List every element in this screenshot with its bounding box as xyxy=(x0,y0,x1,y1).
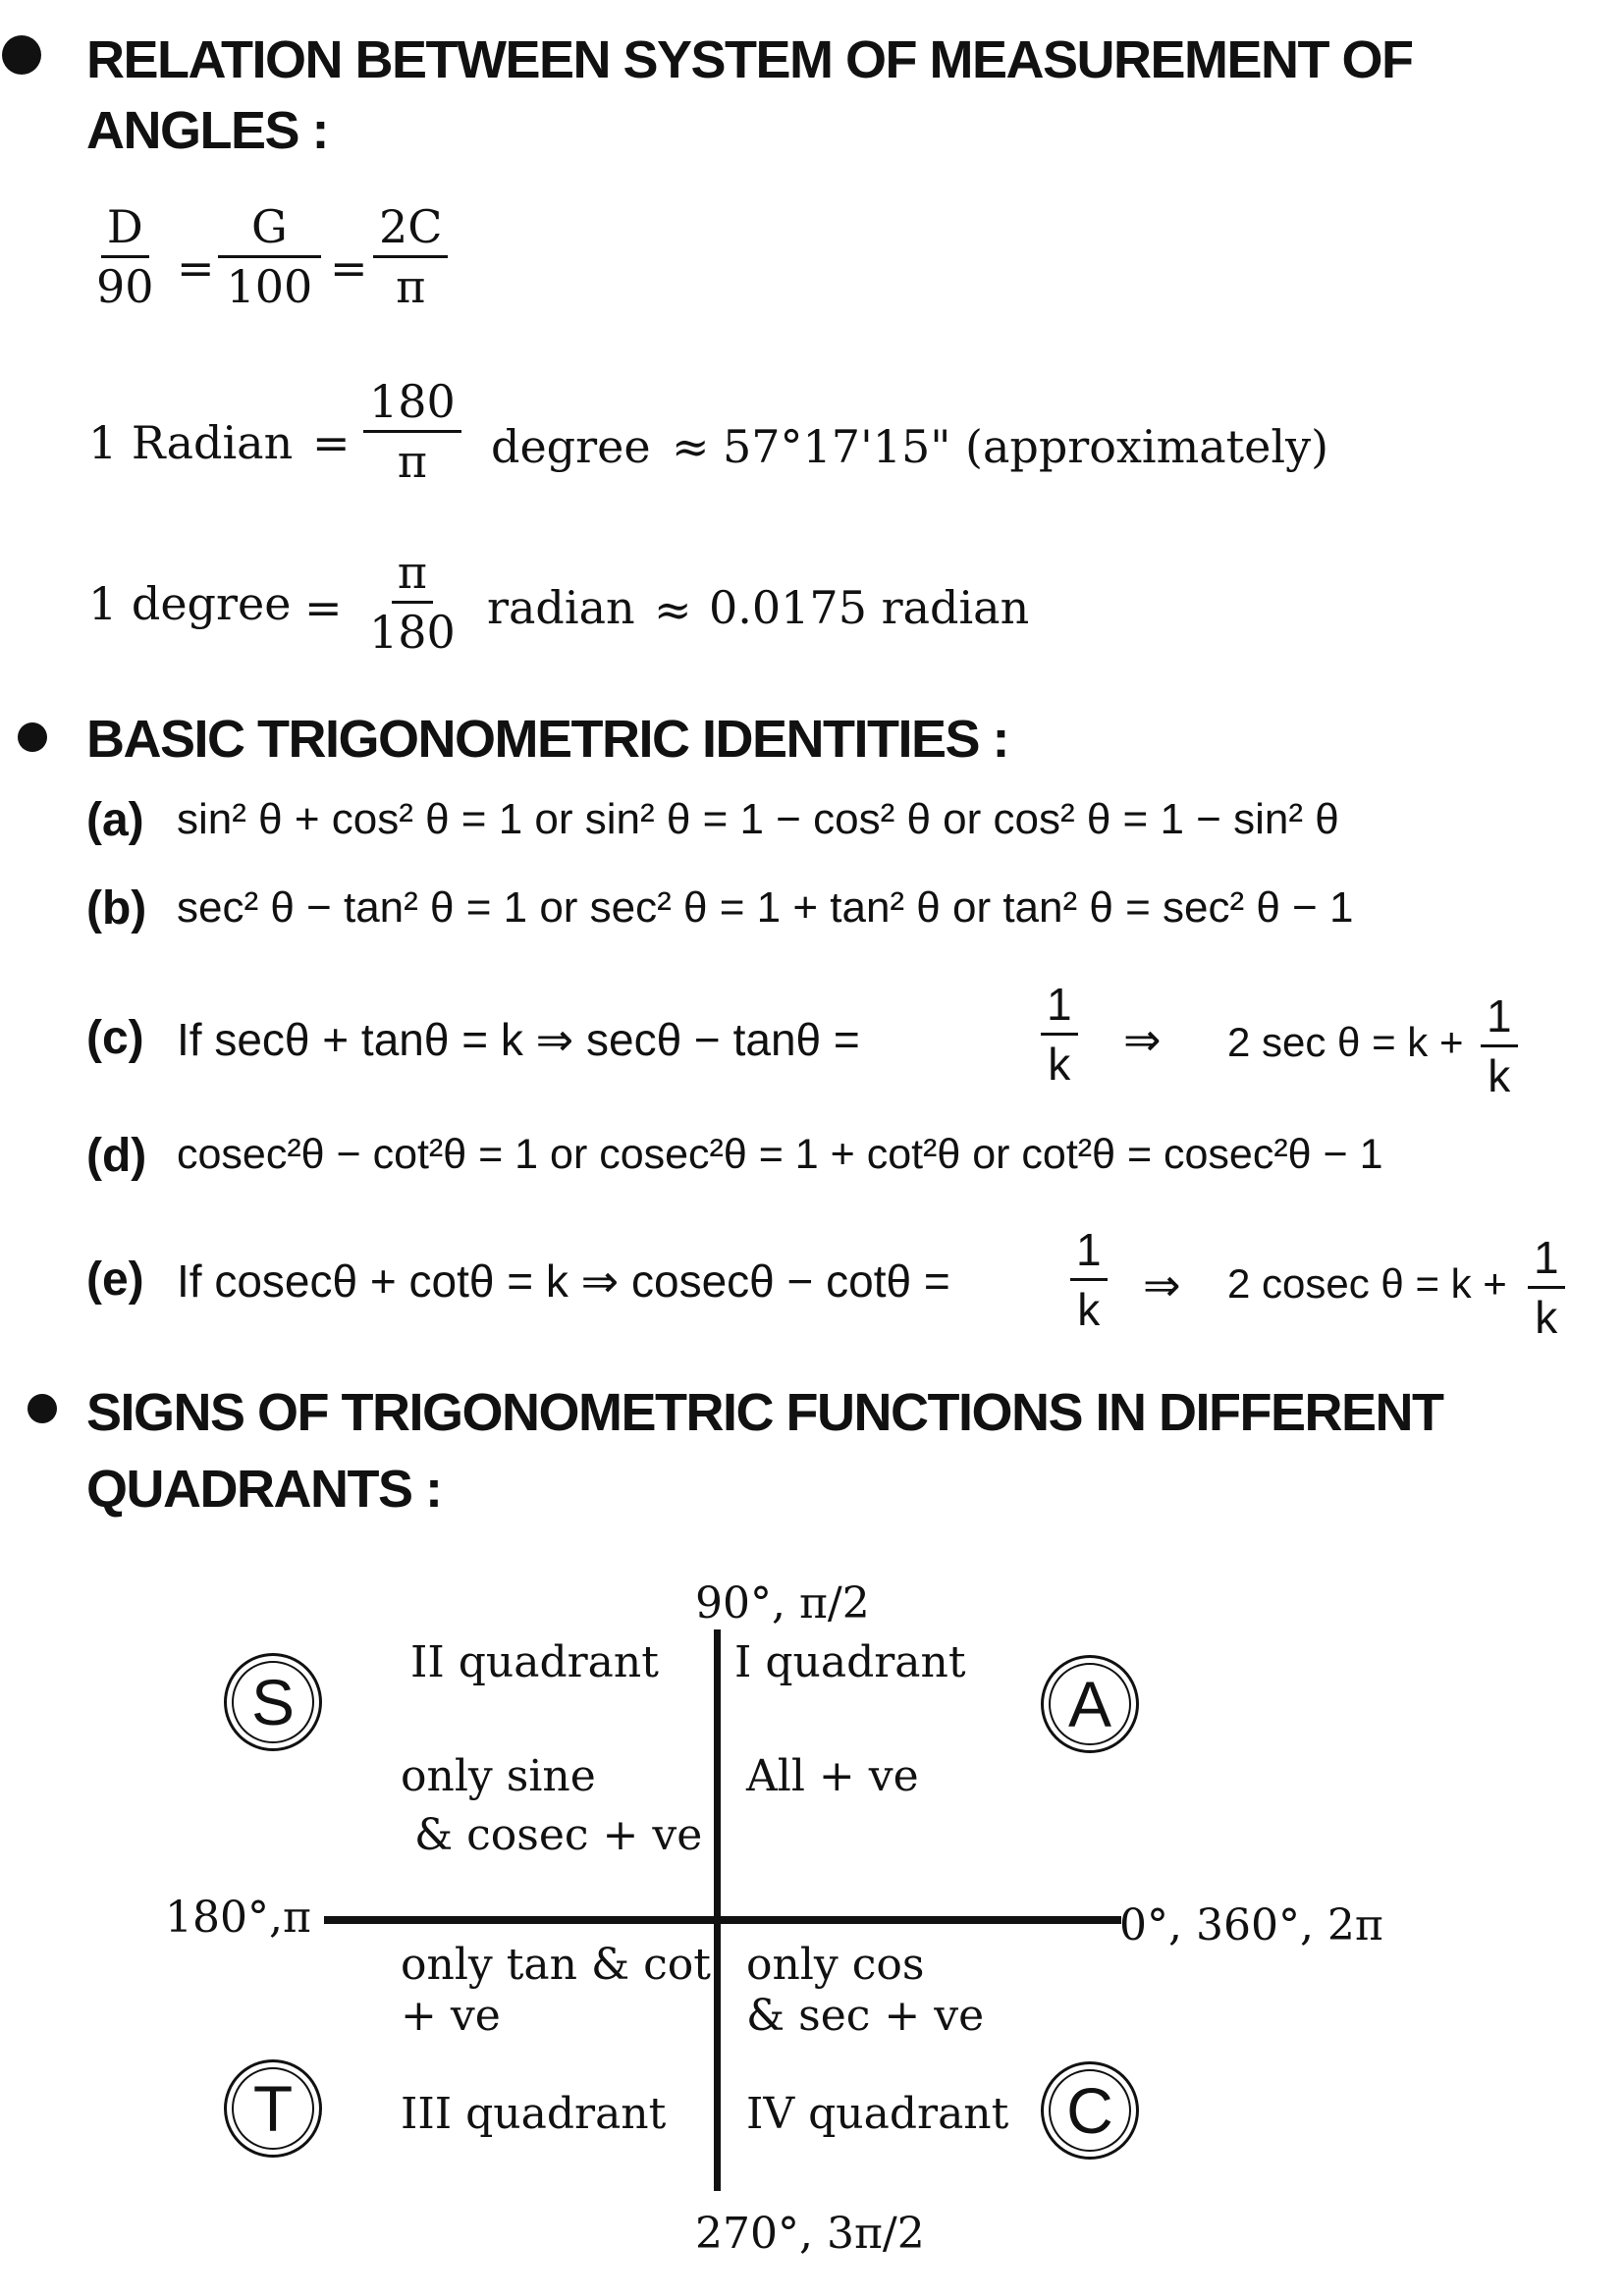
axis-label-top: 90°, π/2 xyxy=(695,1578,870,1629)
numerator: 1 xyxy=(1481,993,1518,1047)
quadrant-badge-c: C xyxy=(1041,2061,1139,2160)
fraction-d-over-90 xyxy=(90,200,160,313)
radian-rhs-unit: degree xyxy=(491,420,651,473)
section-bullet xyxy=(27,1394,57,1423)
approx-sign: ≈ xyxy=(654,583,692,636)
quadrant-iv-desc: only cos xyxy=(746,1940,925,1990)
identity-a: sin² θ + cos² θ = 1 or sin² θ = 1 − cos² θ or cos² θ = 1 − sin² θ xyxy=(177,795,1339,843)
quadrant-iii-name: III quadrant xyxy=(401,2089,667,2139)
identity-c-part2: 2 sec θ = k + xyxy=(1227,1019,1464,1065)
numerator: 2C xyxy=(373,204,448,258)
quadrant-ii-desc: only sine xyxy=(401,1751,596,1801)
degree-lhs: 1 degree xyxy=(88,577,292,630)
identity-c-part1: If secθ + tanθ = k ⇒ secθ − tanθ = xyxy=(177,1014,860,1065)
denominator: k xyxy=(1077,1284,1101,1335)
identity-label-b: (b) xyxy=(86,882,147,934)
identity-label-a: (a) xyxy=(86,794,144,846)
numerator: 1 xyxy=(1528,1235,1565,1289)
implies-arrow: ⇒ xyxy=(1143,1259,1181,1310)
axis-label-bottom: 270°, 3π/2 xyxy=(695,2209,925,2259)
numerator: π xyxy=(392,550,433,604)
quadrant-badge-a: A xyxy=(1041,1655,1139,1753)
denominator: k xyxy=(1488,1050,1511,1101)
equals-sign: = xyxy=(330,241,368,294)
section-heading-continued: QUADRANTS : xyxy=(86,1460,442,1519)
section-heading: RELATION BETWEEN SYSTEM OF MEASUREMENT OF xyxy=(86,30,1413,89)
quadrant-iv-name: IV quadrant xyxy=(746,2089,1009,2139)
denominator: k xyxy=(1048,1039,1071,1090)
identity-b: sec² θ − tan² θ = 1 or sec² θ = 1 + tan² θ or tan² θ = sec² θ − 1 xyxy=(177,883,1354,932)
identity-e-part1: If cosecθ + cotθ = k ⇒ cosecθ − cotθ = xyxy=(177,1255,950,1307)
section-bullet xyxy=(18,722,47,752)
degree-value: 0.0175 radian xyxy=(709,581,1030,634)
quadrant-iii-desc-continued: + ve xyxy=(401,1991,501,2041)
denominator: π xyxy=(396,260,426,313)
fraction-1-over-k xyxy=(1481,990,1518,1101)
section-heading: SIGNS OF TRIGONOMETRIC FUNCTIONS IN DIFFERENT xyxy=(86,1383,1443,1442)
equals-sign: = xyxy=(177,241,215,294)
fraction-1-over-k xyxy=(1528,1232,1565,1343)
section-heading-continued: ANGLES : xyxy=(86,101,329,160)
quadrant-ii-name: II quadrant xyxy=(410,1637,659,1687)
fraction-2c-over-pi xyxy=(373,200,448,313)
denominator: 100 xyxy=(226,260,313,313)
fraction-180-over-pi xyxy=(363,375,461,488)
fraction-1-over-k xyxy=(1070,1224,1108,1335)
section-bullet xyxy=(2,35,41,75)
quadrant-iii-desc: only tan & cot xyxy=(401,1940,711,1990)
numerator: G xyxy=(218,204,321,258)
vertical-axis xyxy=(714,1629,721,2191)
quadrant-ii-desc-continued: & cosec + ve xyxy=(414,1810,703,1860)
fraction-pi-over-180 xyxy=(363,546,461,659)
quadrant-iv-desc-continued: & sec + ve xyxy=(746,1991,985,2041)
quadrant-i-desc: All + ve xyxy=(746,1751,919,1801)
degree-rhs-unit: radian xyxy=(487,581,635,634)
approx-sign: ≈ xyxy=(672,420,710,473)
identity-label-e: (e) xyxy=(86,1254,144,1306)
denominator: 180 xyxy=(369,606,456,659)
numerator: D xyxy=(101,204,149,258)
quadrant-badge-s: S xyxy=(224,1653,322,1751)
axis-label-left: 180°,π xyxy=(165,1893,311,1943)
denominator: π xyxy=(397,435,428,488)
radian-lhs: 1 Radian xyxy=(88,416,294,469)
equals-sign: = xyxy=(312,416,351,469)
identity-e-part2: 2 cosec θ = k + xyxy=(1227,1260,1507,1307)
section-heading: BASIC TRIGONOMETRIC IDENTITIES : xyxy=(86,710,1009,769)
implies-arrow: ⇒ xyxy=(1123,1014,1162,1065)
identity-d: cosec²θ − cot²θ = 1 or cosec²θ = 1 + cot²θ or cot²θ = cosec²θ − 1 xyxy=(177,1131,1383,1178)
denominator: 90 xyxy=(96,260,154,313)
axis-label-right: 0°, 360°, 2π xyxy=(1119,1900,1383,1950)
denominator: k xyxy=(1535,1292,1558,1343)
fraction-g-over-100 xyxy=(218,200,321,313)
quadrant-i-name: I quadrant xyxy=(734,1637,966,1687)
identity-label-d: (d) xyxy=(86,1130,147,1182)
identity-label-c: (c) xyxy=(86,1012,144,1064)
numerator: 1 xyxy=(1041,982,1078,1036)
numerator: 180 xyxy=(363,379,461,433)
horizontal-axis xyxy=(324,1916,1121,1924)
radian-value: 57°17'15" (approximately) xyxy=(723,420,1329,473)
fraction-1-over-k xyxy=(1041,979,1078,1090)
equals-sign: = xyxy=(304,581,343,634)
numerator: 1 xyxy=(1070,1227,1108,1281)
quadrant-badge-t: T xyxy=(224,2059,322,2158)
